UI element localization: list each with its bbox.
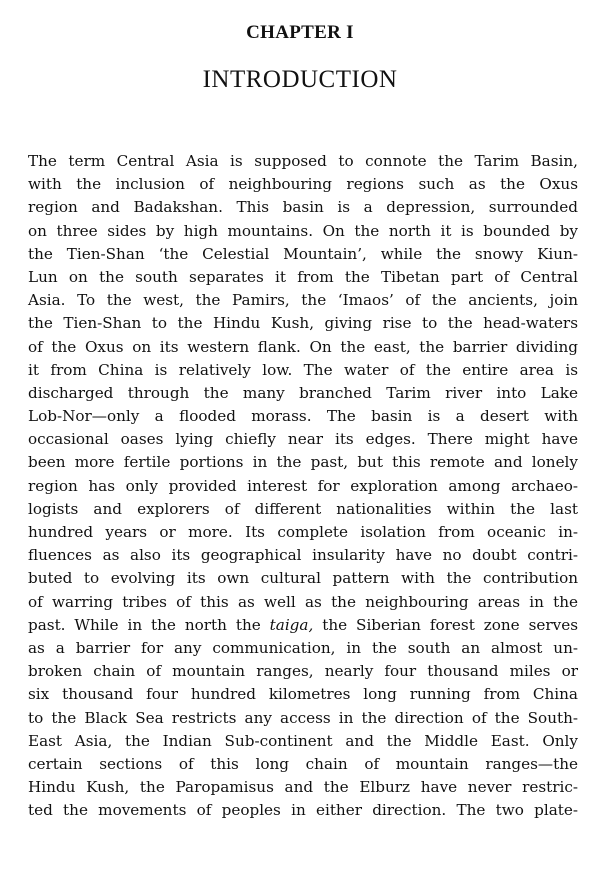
text-line: The term Central Asia is supposed to connote the Tarim Basin, [28,152,578,170]
text-line: discharged through the many branched Tarim river into Lake [28,383,578,402]
text-line: hundred years or more. Its complete isolation from oceanic in- [28,523,578,541]
text-line: to the Black Sea restricts any access in the direction of the South- [28,708,578,727]
text-line-with-italic [28,614,578,637]
text-line: buted to evolving its own cultural pattern with the contribution [28,569,578,588]
text-line: East Asia, the Indian Sub-continent and the Middle East. Only [28,731,578,750]
italic-term-taiga: taiga, [269,615,314,634]
text-line: Lun on the south separates it from the Tibetan part of Central [28,267,578,286]
text-line: the Tien-Shan ‘the Celestial Mountain’, while the snowy Kiun- [28,244,578,263]
chapter-number: CHAPTER I [246,22,354,43]
text-line: with the inclusion of neighbouring regions such as the Oxus [28,175,578,194]
text-line: on three sides by high mountains. On the north it is bounded by [28,221,578,240]
text-line: logists and explorers of different nationalities within the last [28,499,578,518]
text-line: region has only provided interest for exploration among archaeo- [28,476,578,495]
text-line: certain sections of this long chain of mountain ranges—the [28,754,578,773]
text-line: Hindu Kush, the Paropamisus and the Elburz have never restric- [28,778,578,797]
text-line: Lob-Nor—only a flooded morass. The basin is a desert with [28,407,578,426]
text-line: the Tien-Shan to the Hindu Kush, giving rise to the head-waters [28,314,578,333]
text-line: broken chain of mountain ranges, nearly four thousand miles or [28,662,578,681]
text-line: region and Badakshan. This basin is a depression, surrounded [28,198,578,217]
text-segment: past. While in the north the [28,615,270,634]
text-line: it from China is relatively low. The water of the entire area is [28,360,578,379]
text-segment: the Siberian forest zone serves [313,615,579,634]
text-line: of warring tribes of this as well as the neighbouring areas in the [28,592,578,611]
text-line: fluences as also its geographical insularity have no doubt contri- [28,546,578,565]
text-line: of the Oxus on its western flank. On the east, the barrier dividing [28,337,578,356]
text-line: Asia. To the west, the Pamirs, the ‘Imaos’ of the ancients, join [28,291,578,310]
text-line: occasional oases lying chiefly near its edges. There might have [28,430,578,449]
text-line: ted the movements of peoples in either direction. The two plate- [28,801,578,820]
text-line: as a barrier for any communication, in the south an almost un- [28,638,578,657]
text-line: six thousand four hundred kilometres long running from China [28,685,578,704]
text-line: been more fertile portions in the past, but this remote and lonely [28,453,578,472]
body-paragraph [28,150,578,822]
chapter-title: INTRODUCTION [202,66,398,93]
